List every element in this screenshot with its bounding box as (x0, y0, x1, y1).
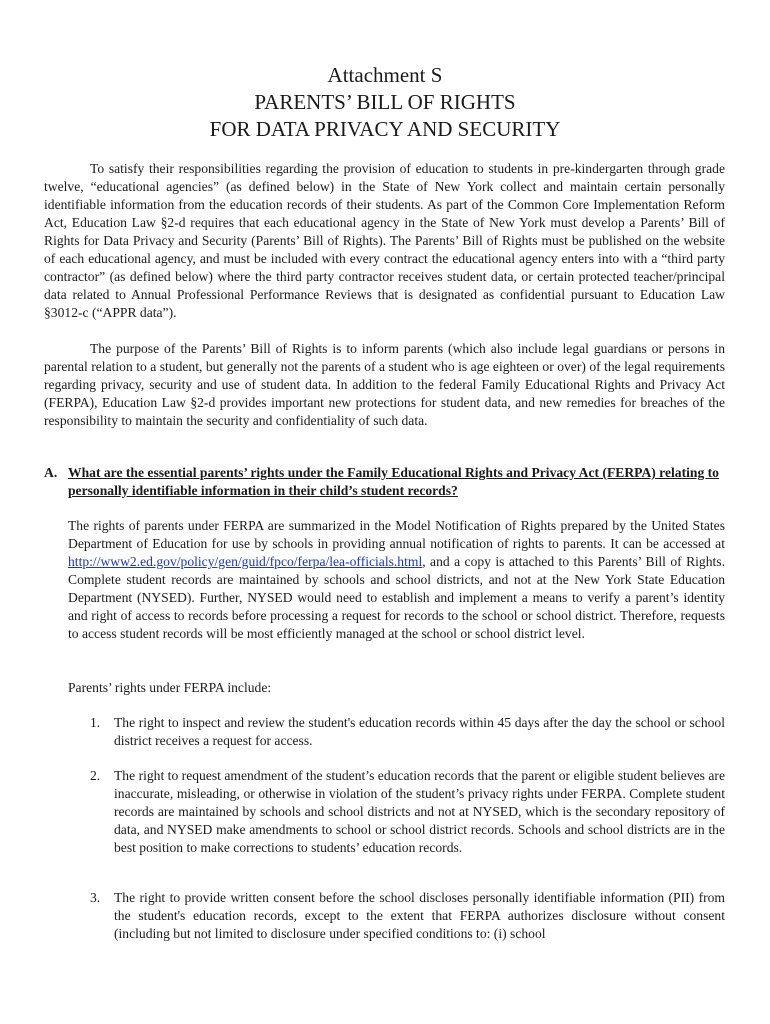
section-a-paragraph-1-start: The rights of parents under FERPA are summarized in the Model Notification of Rights prepared by the United States Department of Education for use by schools in providing annual notification of rights to parents. It can be accessed at (68, 518, 725, 551)
list-item (90, 767, 725, 857)
intro-paragraph-1: To satisfy their responsibilities regarding the provision of education to students in pre-kindergarten through grade twelve, “educational agencies” (as defined below) in the State of New York collect and maintain certain personally identifiable information from the education records of their students. As part of the Common Core Implementation Reform Act, Education Law §2-d requires that each educational agency in the State of New York must develop a Parents’ Bill of Rights for Data Privacy and Security (Parents’ Bill of Rights). The Parents’ Bill of Rights must be published on the website of each educational agency, and must be included with every contract the educational agency enters into with a “third party contractor” (as defined below) where the third party contractor receives student data, or certain protected teacher/principal data related to Annual Professional Performance Reviews that is designated as confidential pursuant to Education Law §3012-c (“APPR data”). (44, 161, 725, 320)
document-title-line-2: FOR DATA PRIVACY AND SECURITY (209, 117, 561, 141)
document-title-block (0, 62, 770, 143)
list-item-text: The right to inspect and review the student's education records within 45 days after the day the school or school district receives a request for access. (114, 715, 725, 748)
ferpa-notification-link[interactable]: http://www2.ed.gov/policy/gen/guid/fpco/ferpa/lea-officials.html (68, 554, 423, 569)
section-a-question: What are the essential parents’ rights under the Family Educational Rights and Privacy Act (FERPA) relating to personally identifiable information in their child’s student records? (68, 465, 719, 498)
list-item-text: The right to request amendment of the student’s education records that the parent or eligible student believes are inaccurate, misleading, or otherwise in violation of the student’s privacy rights under FERPA. Complete student records are maintained by schools and school districts and not at NYSED, which is the secondary repository of data, and NYSED make amendments to school or school district records. Schools and school districts are in the best position to make corrections to students’ education records. (114, 768, 725, 855)
section-a-letter: A. (44, 465, 58, 480)
attachment-label: Attachment S (327, 63, 443, 87)
intro-paragraph-2: The purpose of the Parents’ Bill of Rights is to inform parents (which also include legal guardians or persons in parental relation to a student, but generally not the parents of a student who is age eighteen or over) of the legal requirements regarding privacy, security and use of student data. In addition to the federal Family Educational Rights and Privacy Act (FERPA), Education Law §2-d provides important new protections for student data, and new remedies for breaches of the responsibility to maintain the security and confidentiality of such data. (44, 341, 725, 428)
list-item-text: The right to provide written consent before the school discloses personally identifiable information (PII) from the student's education records, except to the extent that FERPA authorizes disclosure without consent (including but not limited to disclosure under specified conditions to: (i) school (114, 890, 725, 941)
section-a-paragraph-1 (68, 517, 725, 643)
section-a-paragraph-1-end: , and a copy is attached to this Parents’ Bill of Rights. Complete student records are maintained by schools and school districts, and not at the New York State Education Department (NYSED). Further, NYSED would need to establish and implement a means to verify a parent’s identity and right of access to records before processing a request for records to the school or school district. Therefore, requests to access student records will be most efficiently managed at the school or school district level. (68, 554, 725, 641)
section-a-heading (44, 464, 725, 500)
document-title-line-1: PARENTS’ BILL OF RIGHTS (254, 90, 516, 114)
section-a-paragraph-2: Parents’ rights under FERPA include: (68, 680, 272, 695)
list-item (90, 714, 725, 750)
list-item-number: 3. (90, 890, 101, 905)
list-item-number: 2. (90, 768, 101, 783)
list-item (90, 889, 725, 943)
list-item-number: 1. (90, 715, 101, 730)
